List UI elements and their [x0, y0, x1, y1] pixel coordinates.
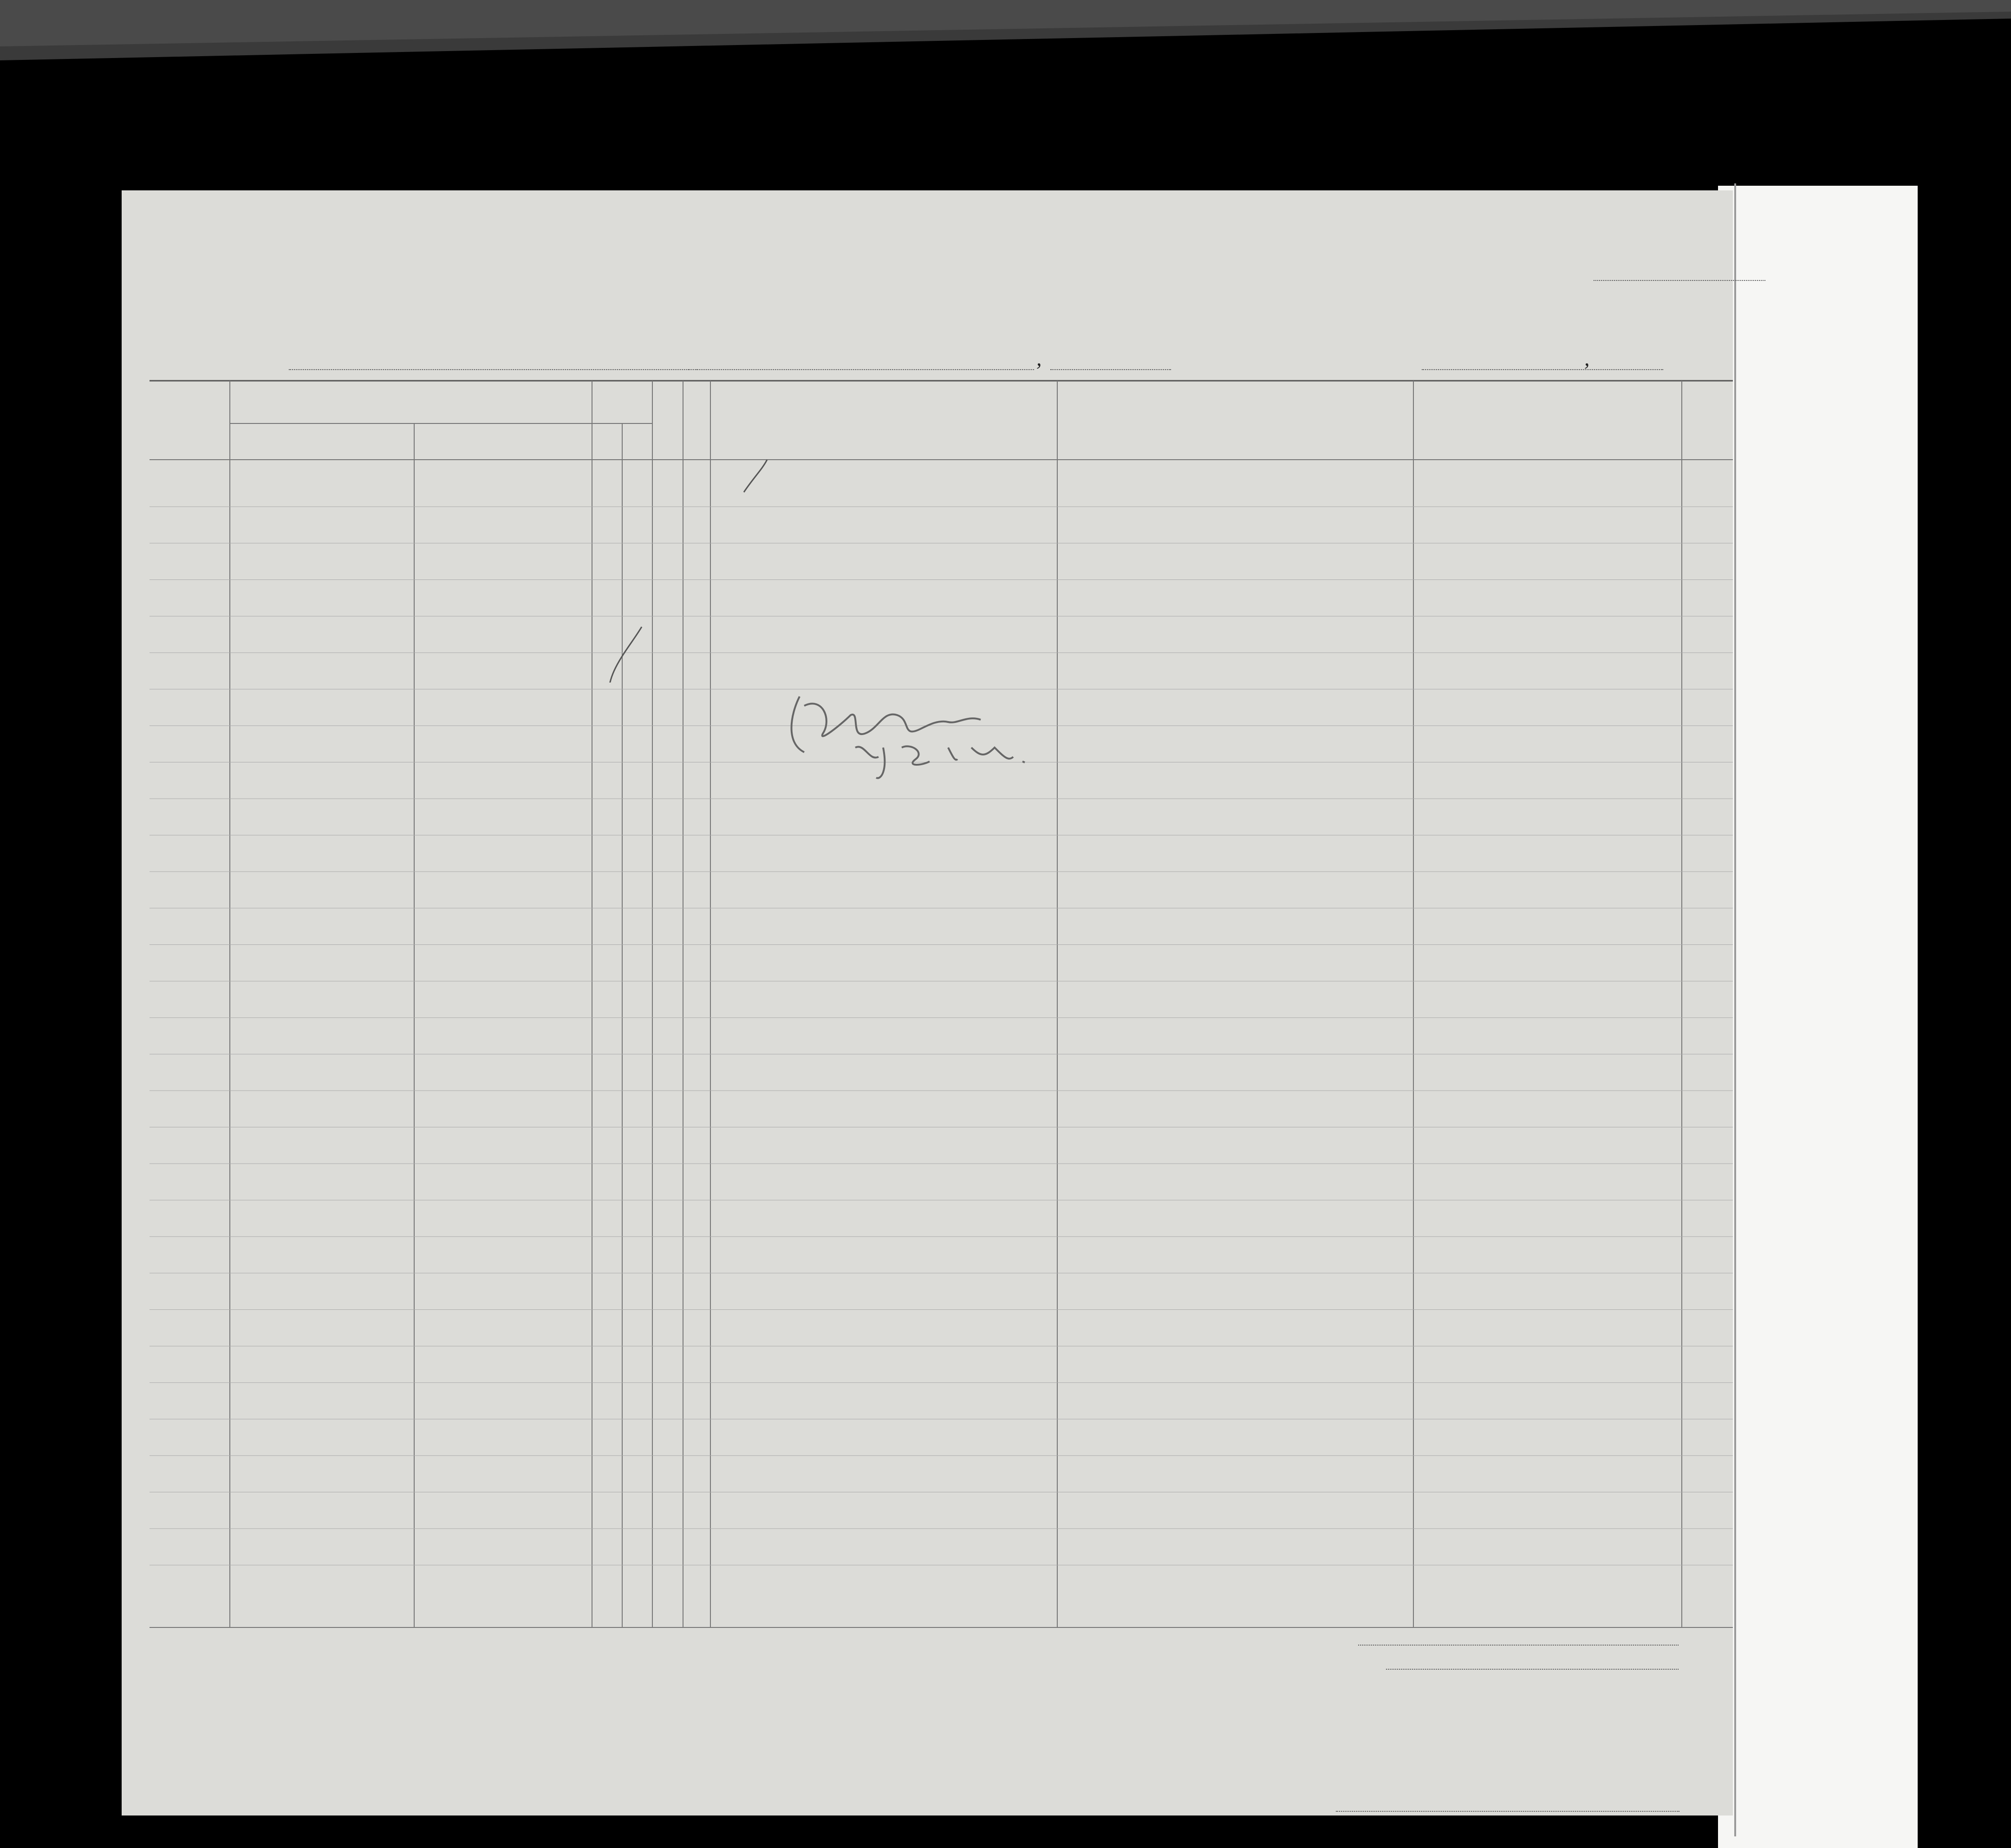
pencil-checkmarks: [577, 450, 772, 683]
comma-2: ,: [1584, 346, 1590, 370]
underlying-sheet: [1718, 186, 1918, 1848]
comma-1: ,: [1036, 346, 1042, 370]
manifest-page: [122, 190, 1733, 1815]
line-field: [1336, 1811, 1679, 1812]
local-agents-field: [1386, 1669, 1679, 1670]
manifest-table-grid: [122, 190, 1733, 1815]
owners-field: [1358, 1645, 1679, 1646]
underlying-sheet-edge: [1734, 183, 1736, 1836]
handwritten-signature: [772, 678, 1097, 785]
